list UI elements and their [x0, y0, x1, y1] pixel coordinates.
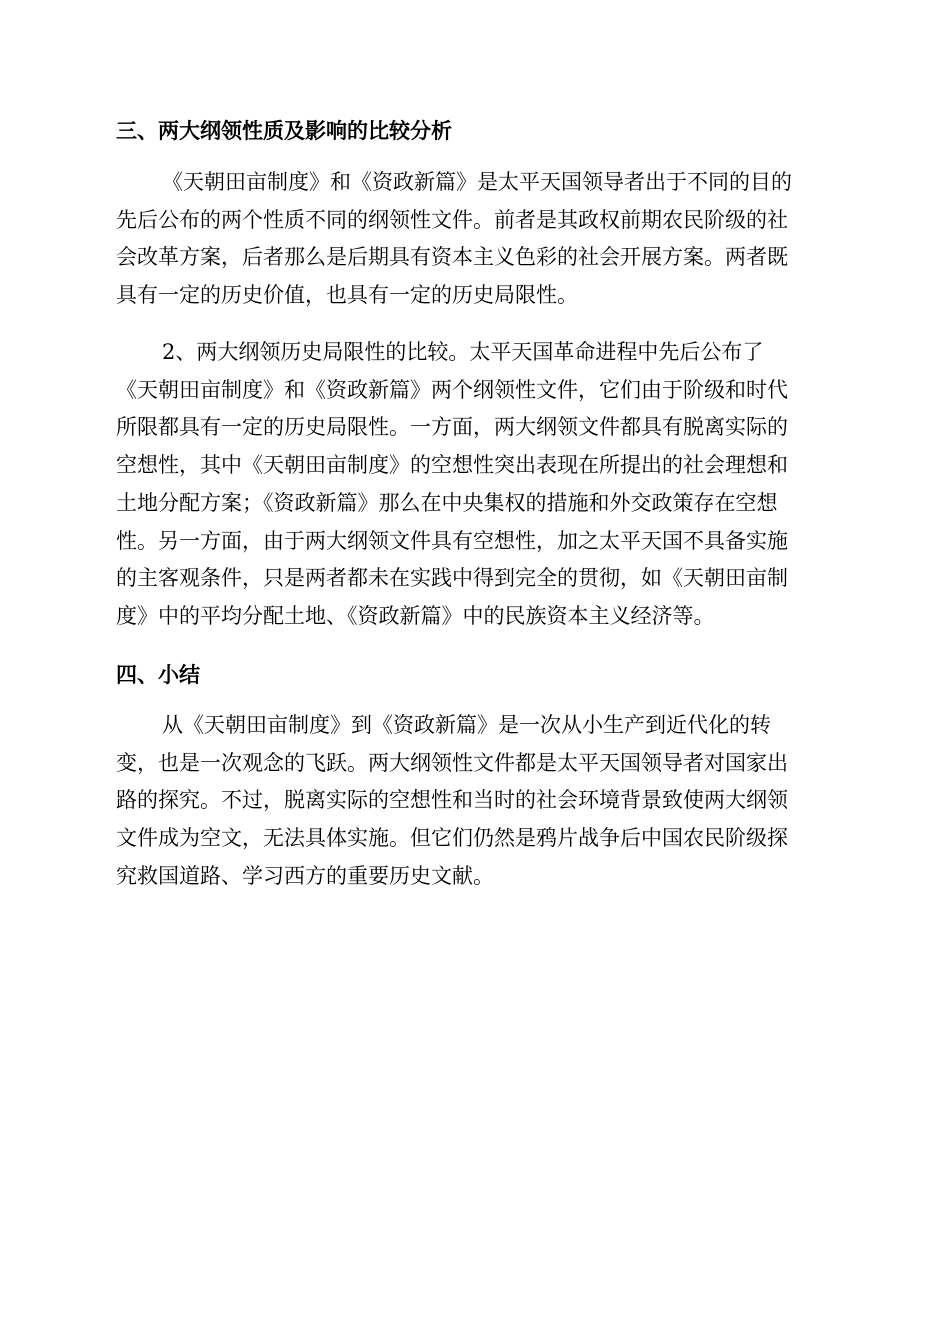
paragraph-line: 究救国道路、学习西方的重要历史文献。: [116, 863, 494, 888]
paragraph-line: 路的探究。不过，脱离实际的空想性和当时的社会环境背景致使两大纲领: [116, 788, 788, 813]
section-heading-summary: 四、小结: [116, 663, 200, 687]
paragraph-summary: [116, 707, 836, 896]
paragraph-limitations: [116, 334, 836, 636]
paragraph-line: 《天朝田亩制度》和《资政新篇》是太平天国领导者出于不同的目的: [162, 170, 792, 194]
paragraph-line: 文件成为空文，无法具体实施。但它们仍然是鸦片战争后中国农民阶级探: [116, 826, 788, 851]
paragraph-line: 《天朝田亩制度》和《资政新篇》两个纲领性文件，它们由于阶级和时代: [116, 377, 788, 402]
paragraph-line: 会改革方案，后者那么是后期具有资本主义色彩的社会开展方案。两者既: [116, 245, 788, 270]
paragraph-line: 从《天朝田亩制度》到《资政新篇》是一次从小生产到近代化的转: [162, 713, 771, 737]
paragraph-line: 所限都具有一定的历史局限性。一方面，两大纲领文件都具有脱离实际的: [116, 415, 788, 440]
paragraph-line: 土地分配方案；《资政新篇》那么在中央集权的措施和外交政策存在空想: [116, 490, 778, 515]
paragraph-intro: [116, 164, 836, 315]
paragraph-line: 的主客观条件，只是两者都未在实践中得到完全的贯彻，如《天朝田亩制: [116, 566, 788, 591]
paragraph-line: 空想性，其中《天朝田亩制度》的空想性突出表现在所提出的社会理想和: [116, 453, 788, 478]
paragraph-line: 度》中的平均分配土地、《资政新篇》中的民族资本主义经济等。: [116, 603, 715, 628]
paragraph-line: 2、两大纲领历史局限性的比较。太平天国革命进程中先后公布了: [162, 340, 764, 364]
paragraph-line: 变，也是一次观念的飞跃。两大纲领性文件都是太平天国领导者对国家出: [116, 750, 788, 775]
paragraph-line: 先后公布的两个性质不同的纲领性文件。前者是其政权前期农民阶级的社: [116, 207, 788, 232]
section-heading-comparison: 三、两大纲领性质及影响的比较分析: [116, 119, 452, 143]
paragraph-line: 性。另一方面，由于两大纲领文件具有空想性，加之太平天国不具备实施: [116, 528, 788, 553]
paragraph-line: 具有一定的历史价值，也具有一定的历史局限性。: [116, 283, 578, 308]
